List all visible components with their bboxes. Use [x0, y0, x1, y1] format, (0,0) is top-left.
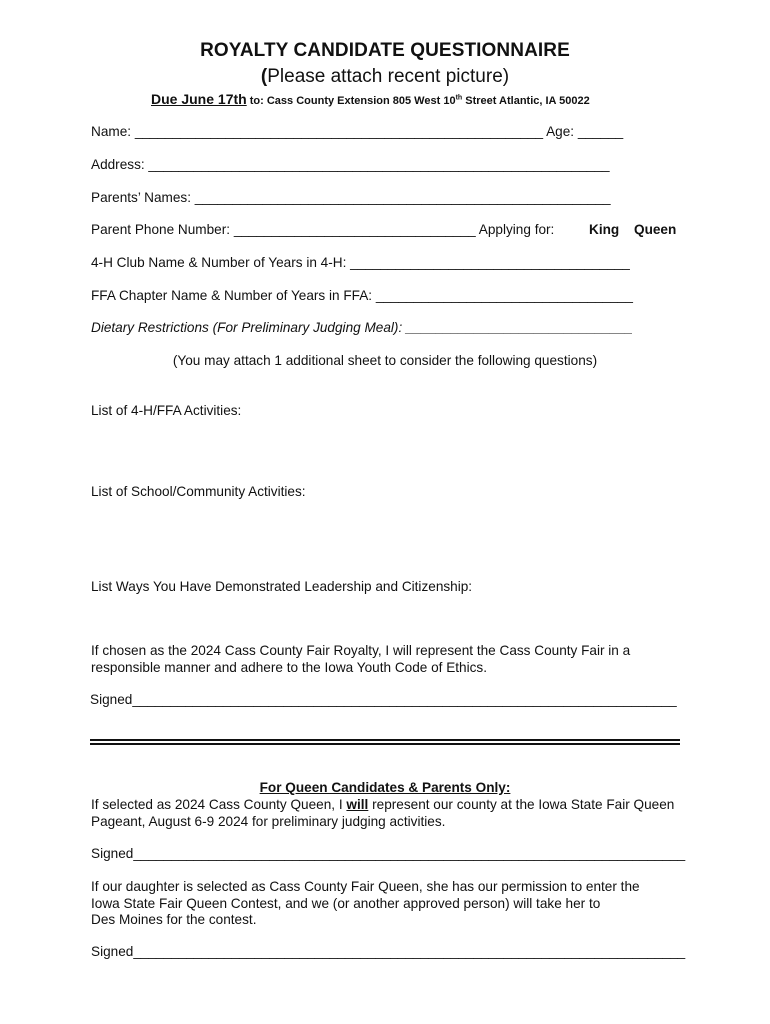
- queen-section-heading: For Queen Candidates & Parents Only:: [259, 780, 511, 795]
- name-field[interactable]: Name: ______________________________________________________ Age: ______: [91, 124, 624, 139]
- divider-top: [90, 739, 680, 741]
- address-field[interactable]: Address: _____________________________________________________________: [91, 157, 610, 172]
- due-sup: th: [455, 94, 463, 102]
- page-title: ROYALTY CANDIDATE QUESTIONNAIRE: [200, 40, 570, 61]
- king-option[interactable]: King: [589, 222, 620, 237]
- page-subtitle: [0, 66, 770, 88]
- divider-bottom: [90, 743, 680, 745]
- parent-phone-field[interactable]: Parent Phone Number: ________________________________ Applying for:: [91, 222, 555, 237]
- activities-question: List of 4-H/FFA Activities:: [91, 403, 242, 418]
- subtitle-paren: (: [260, 66, 268, 87]
- queen-signature-field[interactable]: Signed_________________________________________________________________________: [91, 846, 686, 861]
- due-rest: Street Atlantic, IA 50022: [462, 95, 590, 107]
- parent-permission-line-1: If our daughter is selected as Cass County Fair Queen, she has our permission to enter the: [91, 879, 640, 894]
- parent-signature-field[interactable]: Signed_________________________________________________________________________: [91, 944, 686, 959]
- queen-pledge-text: [91, 796, 691, 830]
- queen-pledge-a: If selected as 2024 Cass County Queen, I: [91, 797, 347, 812]
- queen-pledge-b: represent our county at the Iowa State Fair Queen Pageant, August 6-9 2024 for preliminary judging activities.: [91, 797, 675, 829]
- due-date: Due June 17th: [151, 91, 247, 107]
- dietary-field[interactable]: Dietary Restrictions (For Preliminary Judging Meal): ______________________________: [91, 320, 633, 335]
- club-field[interactable]: 4-H Club Name & Number of Years in 4-H: _____________________________________: [91, 255, 630, 270]
- leadership-question: List Ways You Have Demonstrated Leadership and Citizenship:: [91, 579, 473, 594]
- ffa-field[interactable]: FFA Chapter Name & Number of Years in FFA: __________________________________: [91, 288, 633, 303]
- parent-permission-line-2: Iowa State Fair Queen Contest, and we (or another approved person) will take her to: [91, 896, 601, 911]
- parent-permission-line-3: Des Moines for the contest.: [91, 912, 257, 927]
- subtitle-text: Please attach recent picture): [267, 66, 510, 87]
- school-question: List of School/Community Activities:: [91, 484, 306, 499]
- attach-note: (You may attach 1 additional sheet to consider the following questions): [172, 353, 598, 368]
- pledge-signature-field[interactable]: Signed________________________________________________________________________: [90, 692, 677, 707]
- due-address: [247, 95, 590, 107]
- parents-names-field[interactable]: Parents’ Names: _______________________________________________________: [91, 190, 611, 205]
- queen-pledge-will: will: [346, 797, 369, 812]
- due-to: to: Cass County Extension 805 West 10: [246, 95, 456, 107]
- pledge-text: If chosen as the 2024 Cass County Fair Royalty, I will represent the Cass County Fair in a responsible manner and adhere to the Iowa Youth Code of Ethics.: [91, 643, 631, 675]
- due-line: [151, 91, 590, 107]
- queen-option[interactable]: Queen: [634, 222, 677, 237]
